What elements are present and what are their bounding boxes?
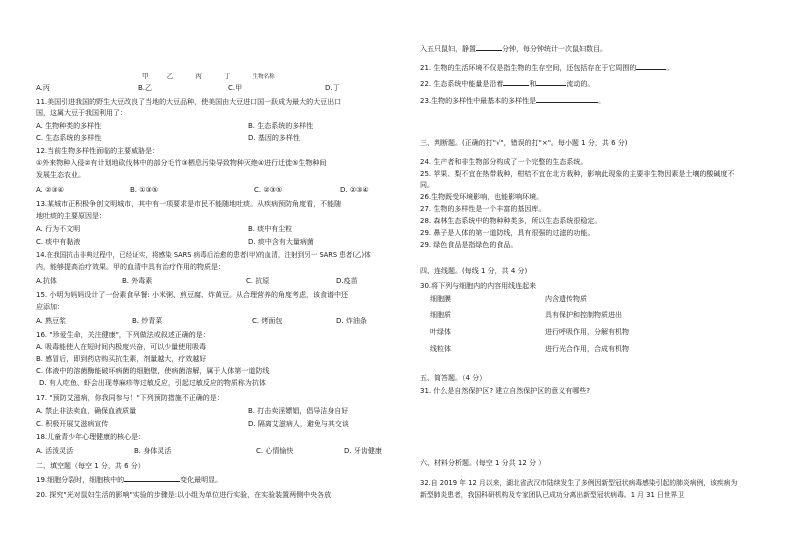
match-right-item[interactable]: 进行呼吸作用，分解有机物 [545, 328, 629, 336]
option[interactable]: C. 积极开展艾滋病宣传 [36, 420, 109, 428]
q20-cont-head: 入五只鼠妇，静置 [420, 45, 476, 53]
option[interactable]: D.疫苗 [336, 277, 358, 285]
option[interactable]: C. 烤面包 [252, 317, 283, 325]
option[interactable]: A. 熟豆浆 [36, 317, 67, 325]
section-4-heading: 四、连线题。(每线 1 分，共 4 分) [420, 267, 528, 275]
q25-text: 25. 苹果、梨不宜在热带栽种，柑桔不宜在北方栽种，影响此现象的主要非生物因素是土壤的酸碱度不 [420, 170, 735, 178]
q14-text: 14.在我国抗击非典过程中，已经证实，将感染 SARS 病毒后治愈的患者(甲)的血清，注射到另一 SARS 患者(乙)体 [36, 251, 371, 259]
answer-blank[interactable] [476, 50, 502, 51]
option[interactable]: D. 炸油条 [336, 317, 367, 325]
option[interactable]: A.抗体 [36, 277, 57, 285]
q15-text: 应添加： [36, 303, 64, 311]
q30-text: 30.将下列与细胞内的内容用线连起来 [420, 282, 537, 290]
option[interactable]: D.丁 [325, 84, 340, 92]
match-right-item[interactable]: 进行光合作用，合成有机物 [545, 345, 629, 353]
q32-text: 32.自 2019 年 12 月以来，湖北省武汉市陆续发生了多例因新型冠状病毒感染引起的肺炎病例，该疾病为 [420, 479, 738, 487]
match-right-item[interactable]: 具有保护和控制物质进出 [545, 311, 622, 319]
chart-label-row [142, 71, 275, 83]
q22-text-mid: 和 [529, 80, 537, 88]
q12-options [36, 185, 369, 196]
q12-text: ①外来物种入侵②有计划地砍伐林中的部分毛竹③栖息污染导致物种灭绝④进行迁徙⑤生物种间 [36, 159, 327, 167]
q13-text: 13.某城市正积极争创文明城市，其中有一项要求是市民不能随地吐痰。从疾病预防角度看，不能随 [36, 200, 342, 208]
option[interactable]: A. ②③④ [36, 186, 64, 194]
option[interactable]: C. 体液中的溶菌酶能破坏病菌的细胞壁，使病菌溶解，属于人体第一道防线 [36, 367, 270, 375]
option[interactable]: A. 吸毒能使人在短时间内极度兴奋，可以少量使用吸毒 [36, 343, 207, 351]
option[interactable]: B. 痰中有尘粒 [248, 225, 293, 233]
answer-blank[interactable] [536, 102, 598, 103]
q11-text: 11.美国引进我国的野生大豆改良了当地的大豆品种，使美国由大豆进口国一跃成为最大的大豆出口 [36, 98, 342, 106]
q22-text-tail: 流动的。 [566, 80, 595, 88]
answer-blank[interactable] [636, 69, 666, 70]
chart-label-ding: 丁 [223, 72, 231, 80]
q25-text: 同。 [420, 181, 434, 189]
section-2-heading: 二、填空题（每空 1 分，共 6 分） [36, 462, 145, 470]
q23-text: 23.生物的多样性中最基本的多样性是 。 [420, 97, 606, 105]
option[interactable]: A.丙 [36, 84, 50, 92]
match-left-item[interactable]: 叶绿体 [430, 328, 451, 336]
q10-options [36, 83, 366, 94]
match-right-item[interactable]: 内含遗传物质 [545, 295, 587, 303]
q15-options [36, 316, 367, 327]
q17-text: 17. "预防艾滋病，你我同参与！"下列预防措施不正确的是： [36, 394, 224, 402]
q21-text-head: 21. 生物的生活环境不仅是指生物的生存空间，还包括存在于它周围的 [420, 64, 637, 72]
q12-text: 发展生态农业。 [36, 171, 85, 179]
match-left-item[interactable]: 线粒体 [430, 345, 451, 353]
q21-text: 21. 生物的生活环境不仅是指生物的生存空间，还包括存在于它周围的 。 [420, 64, 674, 72]
option[interactable]: D. 有人吃鱼、虾会出现荨麻疹等过敏反应，引起过敏反应的物质称为抗体 [39, 379, 266, 387]
q19-text-head: 19.细胞分裂时，细胞核中的 [36, 476, 125, 484]
q20-cont-text [420, 44, 607, 55]
option[interactable]: C. ②③⑤ [254, 186, 283, 194]
q29-text: 29. 鼻子是人体的第一道防线，具有很强的过滤的功能。 [420, 229, 595, 237]
q18-text: 18.儿童青少年心理健康的核心是： [36, 433, 146, 441]
option[interactable]: B. 感冒后，即到药店购买抗生素，剂量越大，疗效越好 [36, 355, 207, 363]
q28-text: 28. 森林生态系统中的物种种类多，所以生态系统很稳定。 [420, 217, 602, 225]
option[interactable]: B. 生态系统的多样性 [248, 122, 314, 130]
q19-text [36, 475, 222, 486]
section-5-heading: 五、简答题。（4 分） [420, 374, 487, 382]
option[interactable]: B. 身体灵活 [134, 447, 172, 455]
option[interactable]: D. 隔离艾滋病人，避免与其交谈 [248, 420, 349, 428]
q23-text-head: 23.生物的多样性中最基本的多样性是 [420, 97, 537, 105]
q26-text: 26.生物既受环境影响，也能影响环境。 [420, 193, 544, 201]
q32-text: 新型肺炎患者，我国科研机构及专家团队已成功分离出新型冠状病毒。1 月 31 日世界卫 [420, 491, 685, 499]
q19-text-tail: 变化最明显。 [180, 476, 223, 484]
option[interactable]: B. 炒青菜 [132, 317, 163, 325]
option[interactable]: D. ②③④ [340, 186, 369, 194]
q15-text: 15. 小明为妈妈设计了一份素食早餐: 小米粥、煎豆腐、炸黄豆。从合理营养的角度考虑，该食谱中还 [36, 291, 348, 299]
q20-cont-tail: 分钟，每分钟统计一次鼠妇数目。 [502, 45, 607, 53]
option[interactable]: D. 痰中含有大量病菌 [248, 238, 314, 246]
q20-text: 20. 探究"光对鼠妇生活的影响"实验的步骤是:以小组为单位进行实验，在实验装置两侧中央各放 [36, 491, 332, 499]
option[interactable]: A. 生物种类的多样性 [36, 122, 102, 130]
match-left-item[interactable]: 细胞质 [430, 311, 451, 319]
answer-blank[interactable] [124, 481, 180, 482]
option[interactable]: C. 痰中有黏液 [36, 238, 81, 246]
section-3-heading: 三、判断题。(正确的打"√"，错误的打"×"。每小题 1 分，共 6 分) [420, 139, 628, 147]
chart-label-yi: 乙 [166, 72, 174, 80]
option[interactable]: A. 活泼灵活 [36, 447, 74, 455]
q11-text: 国，这属大豆于我国利用了： [36, 109, 127, 117]
q12-text: 12.当前生物多样性面临的主要威胁是： [36, 147, 160, 155]
answer-blank[interactable] [503, 85, 529, 86]
section-6-heading: 六、材料分析题。(每空 1 分共 12 分 ） [420, 459, 546, 467]
match-left-item[interactable]: 细胞膜 [430, 295, 451, 303]
option[interactable]: B.乙 [138, 84, 153, 92]
option[interactable]: B. 外毒素 [122, 277, 153, 285]
option[interactable]: C. 心情愉快 [256, 447, 294, 455]
chart-label-bing: 丙 [195, 72, 202, 80]
q29b-text: 29. 绿色食品是指绿色的食品。 [420, 241, 518, 249]
q14-options [36, 276, 358, 287]
q22-text [420, 79, 594, 90]
chart-label-jia: 甲 [142, 72, 149, 80]
q16-text: 16. "珍爱生命，关注健康"，下列做法或叙述正确的是： [36, 331, 210, 339]
option[interactable]: A. 行为不文明 [36, 225, 81, 233]
option[interactable]: C. 抗原 [246, 277, 270, 285]
q14-text: 内，能够提高治疗效果。甲的血清中具有治疗作用的物质是： [36, 263, 225, 271]
q18-options [36, 446, 382, 457]
answer-blank[interactable] [536, 85, 566, 86]
q24-text: 24. 生产者和非生物部分构成了一个完整的生态系统。 [420, 158, 588, 166]
option[interactable]: C.甲 [228, 84, 243, 92]
q13-text: 地吐痰的主要原因是： [36, 212, 106, 220]
option[interactable]: D. 牙齿健康 [344, 447, 382, 455]
q27-text: 27. 生物的多样性是一个丰富的基因库。 [420, 205, 546, 213]
q22-text-head: 22. 生态系统中能量是沿着 [420, 80, 504, 88]
option[interactable]: C. 生态系统的多样性 [36, 134, 102, 142]
q31-text: 31. 什么是自然保护区? 建立自然保护区的意义有哪些? [420, 387, 591, 395]
option[interactable]: D. 基因的多样性 [248, 134, 300, 142]
option[interactable]: B. 打击卖淫嫖娼，倡导洁身自好 [248, 407, 349, 415]
option[interactable]: A. 禁止非法卖血，确保血液质量 [36, 407, 137, 415]
chart-label-name: 生物名称 [252, 74, 275, 80]
option[interactable]: B. ①③⑤ [130, 186, 159, 194]
